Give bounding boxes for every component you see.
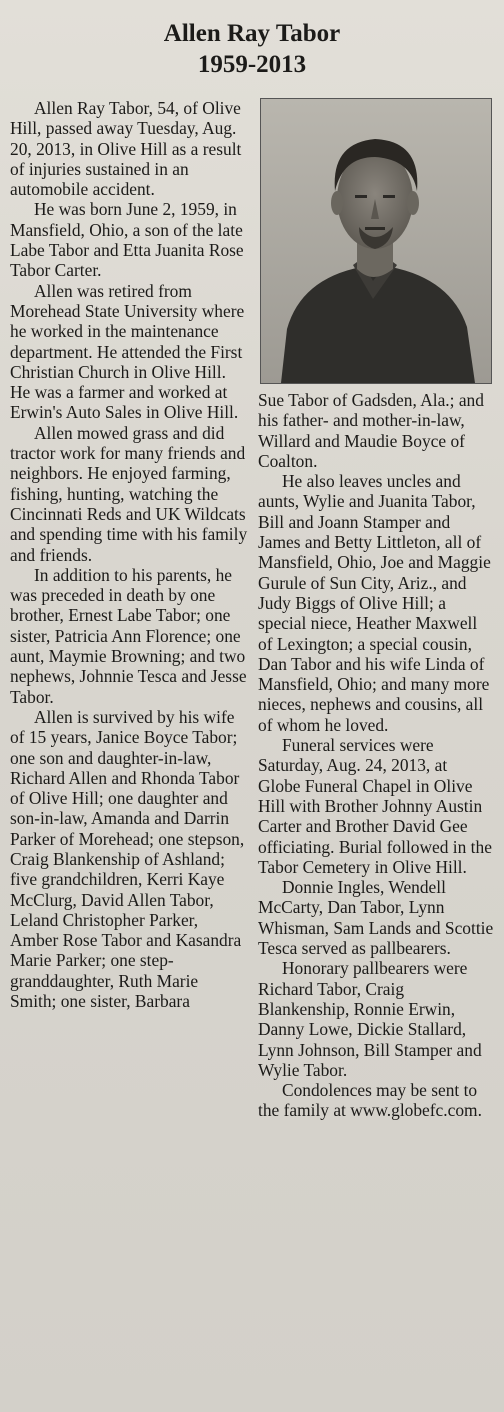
paragraph-survivors-continued: Sue Tabor of Gadsden, Ala.; and his father- and mother-in-law, Willard and Maudie Boyce of Coalton. [258,390,484,471]
obituary-name: Allen Ray Tabor [163,20,341,47]
paragraph-career: Allen was retired from Morehead State University where he worked in the maintenance department. He attended the First Christian Church in Olive Hill. He was a farmer and worked at Erwin's Auto Sales in Olive Hill. [10,280,245,423]
paragraph-birth: He was born June 2, 1959, in Mansfield, Ohio, a son of the late Labe Tabor and Etta Juanita Rose Tabor Carter. [10,199,244,281]
obituary-years: 1959-2013 [197,51,307,78]
paragraph-condolences: Condolences may be sent to the family at www.globefc.com. [258,1080,482,1121]
paragraph-honorary-pallbearers: Honorary pallbearers were Richard Tabor, Craig Blankenship, Ronnie Erwin, Danny Lowe, Dickie Stallard, Lynn Johnson, Bill Stamper and Wylie Tabor. [258,958,482,1080]
left-column [10,98,248,1011]
obituary-header [0,18,504,80]
portrait-photo [260,98,492,384]
right-column [258,390,494,1121]
paragraph-survivors: Allen is survived by his wife of 15 years, Janice Boyce Tabor; one son and daughter-in-law, Richard Allen and Rhonda Tabor of Olive Hill; one daughter and son-in-law, Amanda and Darrin Parker of Morehead; one stepson, Craig Blankenship of Ashland; five grandchildren, Kerri Kaye McClurg, David Allen Tabor, Leland Christopher Parker, Amber Rose Tabor and Kasandra Marie Parker; one step-granddaughter, Ruth Marie Smith; one sister, Barbara [10,706,245,1012]
paragraph-funeral-services: Funeral services were Saturday, Aug. 24, 2013, at Globe Funeral Chapel in Olive Hill with Brother Johnny Austin Carter and Brother David Gee officiating. Burial followed in the Tabor Cemetery in Olive Hill. [258,735,492,877]
paragraph-hobbies: Allen mowed grass and did tractor work for many friends and neighbors. He enjoyed farming, fishing, hunting, watching the Cincinnati Reds and UK Wildcats and spending time with his family and friends. [10,422,248,565]
paragraph-pallbearers: Donnie Ingles, Wendell McCarty, Dan Tabor, Lynn Whisman, Sam Lands and Scottie Tesca served as pallbearers. [258,877,494,959]
paragraph-preceded-in-death: In addition to his parents, he was preceded in death by one brother, Ernest Labe Tabor; one sister, Patricia Ann Florence; one aunt, Maymie Browning; and two nephews, Johnnie Tesca and Jesse Tabor. [10,564,247,707]
paragraph-death-notice: Allen Ray Tabor, 54, of Olive Hill, passed away Tuesday, Aug. 20, 2013, in Olive Hill as a result of injuries sustained in an automobile accident. [10,98,242,200]
paragraph-relatives: He also leaves uncles and aunts, Wylie and Juanita Tabor, Bill and Joann Stamper and James and Betty Littleton, all of Mansfield, Ohio, Joe and Maggie Gurule of Sun City, Ariz., and Judy Biggs of Olive Hill; a special niece, Heather Maxwell of Lexington; a special cousin, Dan Tabor and his wife Linda of Mansfield, Ohio; and many more nieces, nephews and cousins, all of whom he loved. [258,471,491,735]
